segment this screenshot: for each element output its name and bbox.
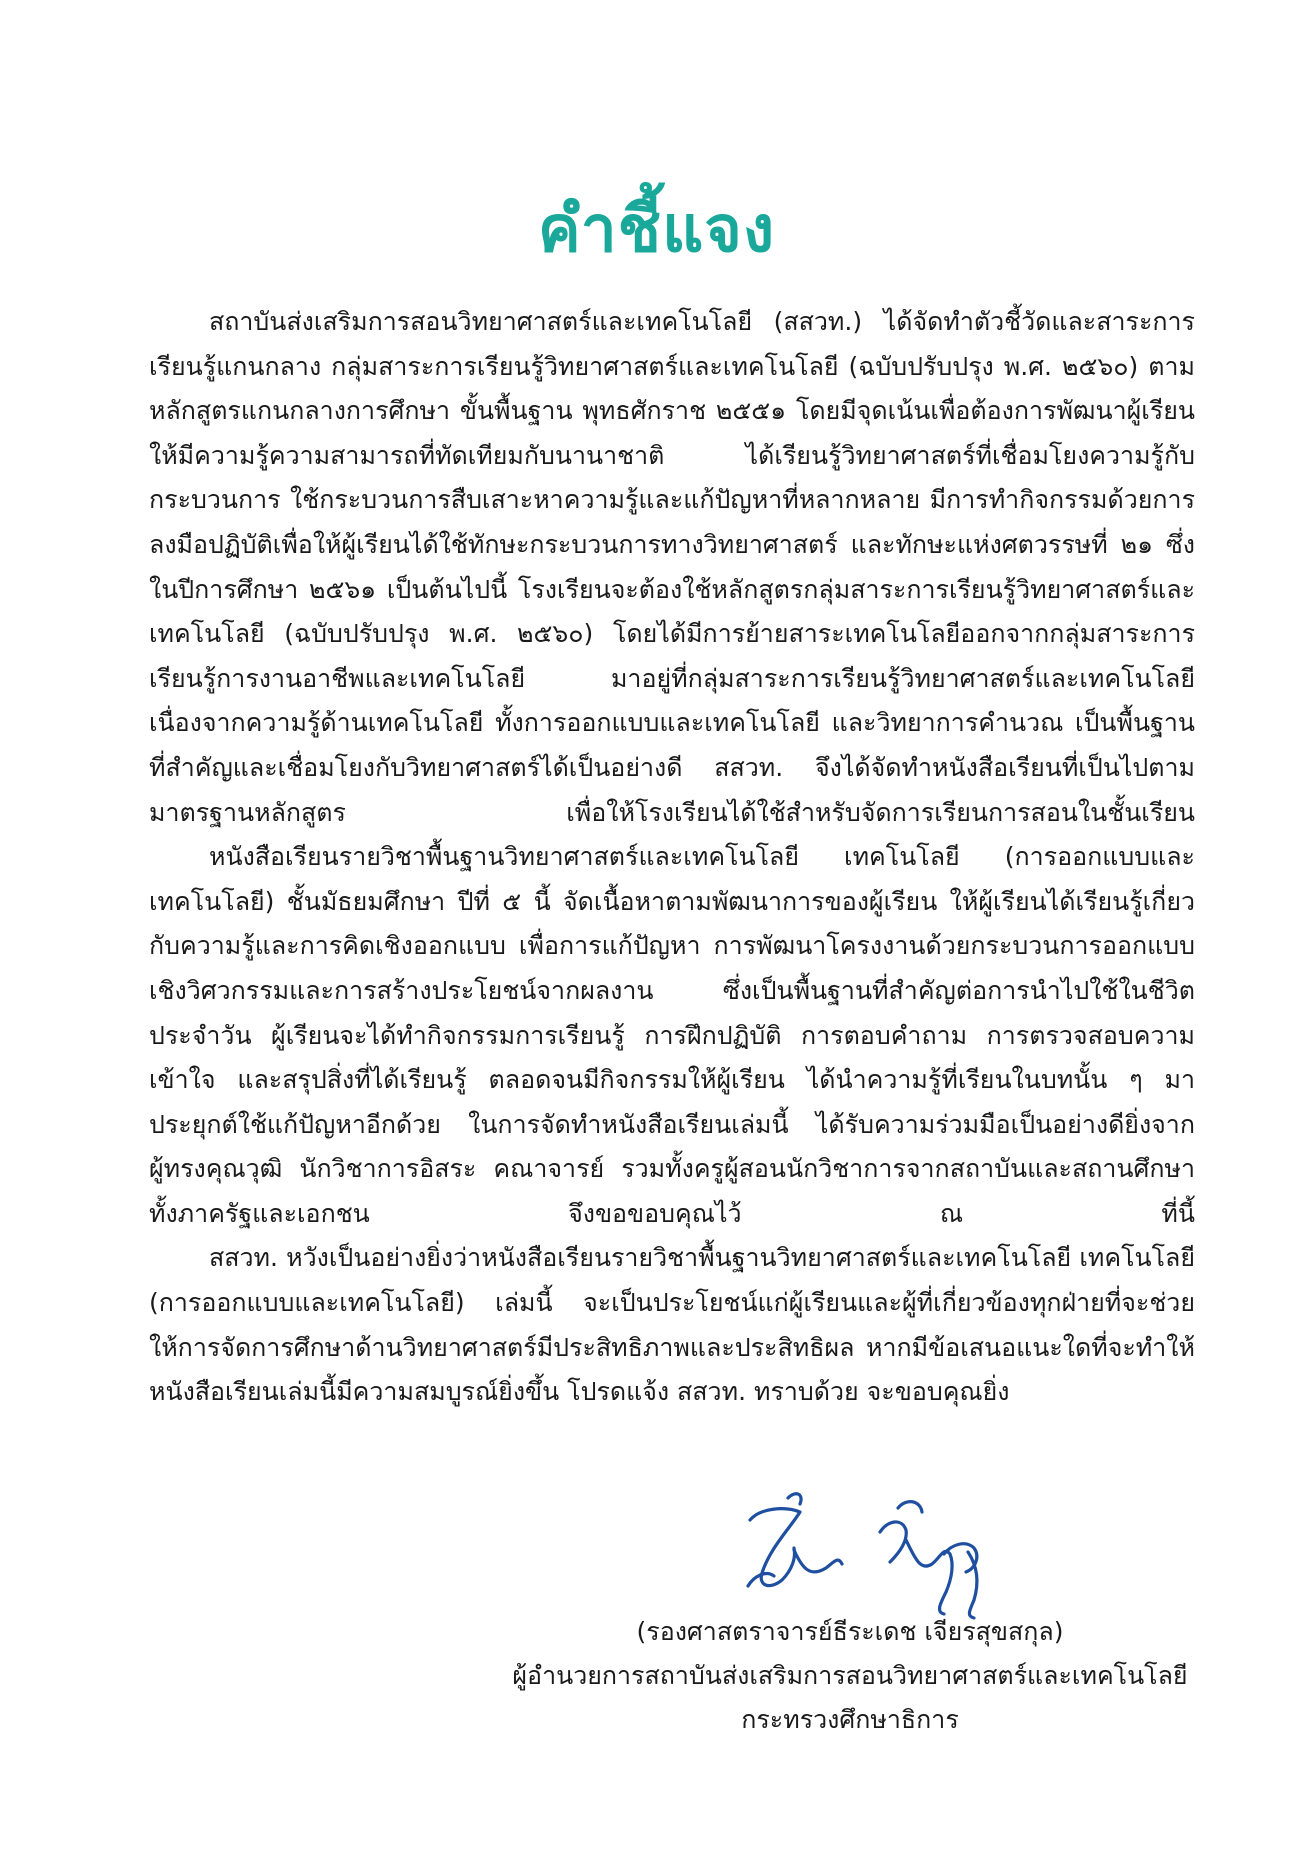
signatory-name: (รองศาสตราจารย์ธีระเดช เจียรสุขสกุล) (636, 1617, 1064, 1646)
signatory-ministry: กระทรวงศึกษาธิการ (741, 1705, 959, 1734)
signatory-position: ผู้อำนวยการสถาบันส่งเสริมการสอนวิทยาศาสตร์และเทคโนโลยี (512, 1661, 1188, 1690)
signature-block (480, 1610, 1220, 1742)
paragraph-2: หนังสือเรียนรายวิชาพื้นฐานวิทยาศาสตร์และเทคโนโลยี เทคโนโลยี (การออกแบบและเทคโนโลยี) ชั้นมัธยมศึกษา ปีที่ ๕ นี้ จัดเนื้อหาตามพัฒนาการของผู้เรียน ให้ผู้เรียนได้เรียนรู้เกี่ยวกับความรู้และการคิดเชิงออกแบบ เพื่อการแก้ปัญหา การพัฒนาโครงงานด้วยกระบวนการออกแบบเชิงวิศวกรรมและการสร้างประโยชน์จากผลงาน ซึ่งเป็นพื้นฐานที่สำคัญต่อการนำไปใช้ในชีวิตประจำวัน ผู้เรียนจะได้ทำกิจกรรมการเรียนรู้ การฝึกปฏิบัติ การตอบคำถาม การตรวจสอบความเข้าใจ และสรุปสิ่งที่ได้เรียนรู้ ตลอดจนมีกิจกรรมให้ผู้เรียน ได้นำความรู้ที่เรียนในบทนั้น ๆ มาประยุกต์ใช้แก้ปัญหาอีกด้วย ในการจัดทำหนังสือเรียนเล่มนี้ ได้รับความร่วมมือเป็นอย่างดียิ่งจากผู้ทรงคุณวุฒิ นักวิชาการอิสระ คณาจารย์ รวมทั้งครูผู้สอนนักวิชาการจากสถาบันและสถานศึกษาทั้งภาครัฐและเอกชน จึงขอขอบคุณไว้ ณ ที่นี้ (149, 842, 1195, 1228)
handwritten-signature (730, 1468, 1010, 1628)
page-title: คำชี้แจง (537, 193, 776, 267)
paragraph-3: สสวท. หวังเป็นอย่างยิ่งว่าหนังสือเรียนรายวิชาพื้นฐานวิทยาศาสตร์และเทคโนโลยี เทคโนโลยี (การออกแบบและเทคโนโลยี) เล่มนี้ จะเป็นประโยชน์แก่ผู้เรียนและผู้ที่เกี่ยวข้องทุกฝ่ายที่จะช่วยให้การจัดการศึกษาด้านวิทยาศาสตร์มีประสิทธิภาพและประสิทธิผล หากมีข้อเสนอแนะใดที่จะทำให้หนังสือเรียนเล่มนี้มีความสมบูรณ์ยิ่งขึ้น โปรดแจ้ง สสวท. ทราบด้วย จะขอบคุณยิ่ง (149, 1243, 1195, 1407)
body-text (149, 300, 1195, 1415)
paragraph-1: สถาบันส่งเสริมการสอนวิทยาศาสตร์และเทคโนโลยี (สสวท.) ได้จัดทำตัวชี้วัดและสาระการเรียนรู้แกนกลาง กลุ่มสาระการเรียนรู้วิทยาศาสตร์และเทคโนโลยี (ฉบับปรับปรุง พ.ศ. ๒๕๖๐) ตามหลักสูตรแกนกลางการศึกษา ขั้นพื้นฐาน พุทธศักราช ๒๕๕๑ โดยมีจุดเน้นเพื่อต้องการพัฒนาผู้เรียนให้มีความรู้ความสามารถที่ทัดเทียมกับนานาชาติ ได้เรียนรู้วิทยาศาสตร์ที่เชื่อมโยงความรู้กับกระบวนการ ใช้กระบวนการสืบเสาะหาความรู้และแก้ปัญหาที่หลากหลาย มีการทำกิจกรรมด้วยการลงมือปฏิบัติเพื่อให้ผู้เรียนได้ใช้ทักษะกระบวนการทางวิทยาศาสตร์ และทักษะแห่งศตวรรษที่ ๒๑ ซึ่งในปีการศึกษา ๒๕๖๑ เป็นต้นไปนี้ โรงเรียนจะต้องใช้หลักสูตรกลุ่มสาระการเรียนรู้วิทยาศาสตร์และเทคโนโลยี (ฉบับปรับปรุง พ.ศ. ๒๕๖๐) โดยได้มีการย้ายสาระเทคโนโลยีออกจากกลุ่มสาระการเรียนรู้การงานอาชีพและเทคโนโลยี มาอยู่ที่กลุ่มสาระการเรียนรู้วิทยาศาสตร์และเทคโนโลยี เนื่องจากความรู้ด้านเทคโนโลยี ทั้งการออกแบบและเทคโนโลยี และวิทยาการคำนวณ เป็นพื้นฐานที่สำคัญและเชื่อมโยงกับวิทยาศาสตร์ได้เป็นอย่างดี สสวท. จึงได้จัดทำหนังสือเรียนที่เป็นไปตามมาตรฐานหลักสูตร เพื่อให้โรงเรียนได้ใช้สำหรับจัดการเรียนการสอนในชั้นเรียน (149, 307, 1195, 827)
